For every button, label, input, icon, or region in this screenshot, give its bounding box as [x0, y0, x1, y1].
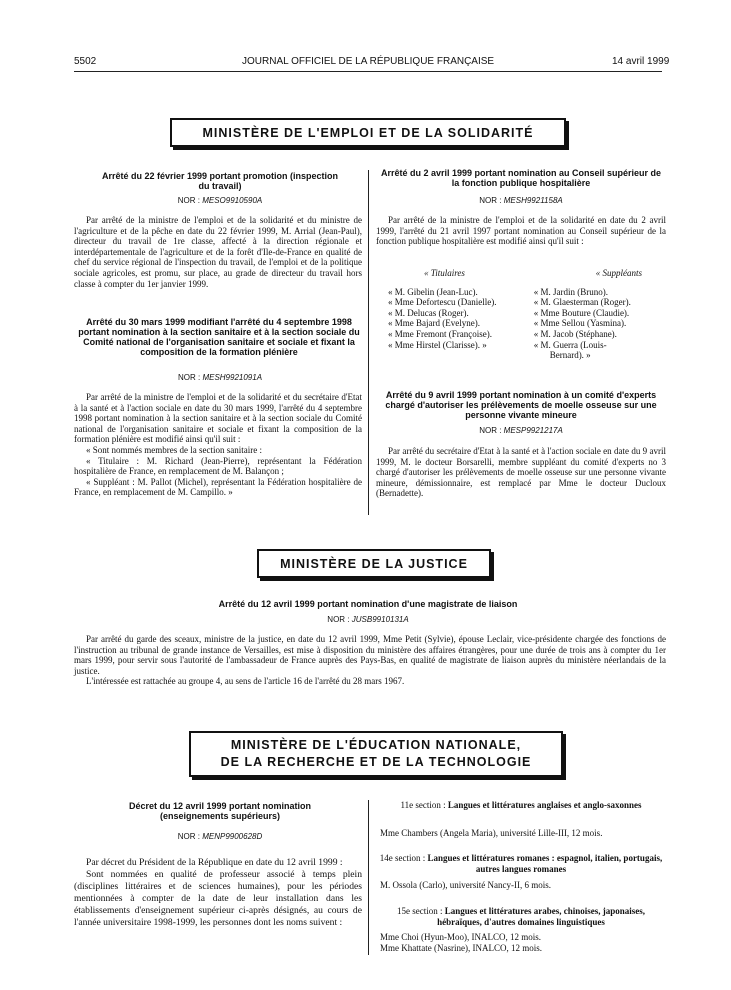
list-item: « Mme Defortescu (Danielle).	[388, 297, 497, 308]
arrete-2-avril-body	[376, 215, 666, 247]
section-11-number: 11e section :	[400, 800, 446, 810]
list-item: « Mme Bouture (Claudie).	[533, 307, 630, 318]
nor-label: NOR :	[177, 373, 201, 382]
arrete-9-avril-title: Arrêté du 9 avril 1999 portant nomination à un comité d'experts chargé d'autoriser les prélèvements de moelle osseuse sur une personne vivante mineure	[385, 390, 657, 420]
section-14-heading	[376, 853, 666, 874]
paragraph: L'intéressée est rattachée au groupe 4, au sens de l'article 16 de l'arrêté du 28 mars 1967.	[86, 676, 405, 687]
list-item: « M. Delucas (Roger).	[388, 307, 469, 318]
column-divider	[368, 800, 369, 955]
ministry-emploi-title: MINISTÈRE DE L'EMPLOI ET DE LA SOLIDARITÉ	[202, 125, 534, 140]
paragraph: « Sont nommés membres de la section sanitaire :	[86, 444, 262, 455]
section-14-number: 14e section :	[379, 853, 426, 863]
journal-title: JOURNAL OFFICIEL DE LA RÉPUBLIQUE FRANÇAISE	[242, 56, 495, 67]
ministry-justice-title: MINISTÈRE DE LA JUSTICE	[280, 556, 468, 571]
list-item: « Mme Bajard (Evelyne).	[388, 318, 480, 329]
decret-12-avril-body	[74, 857, 362, 929]
membres-lists	[376, 268, 666, 361]
paragraph: Par arrêté de la ministre de l'emploi et de la solidarité et du secrétaire d'Etat à la santé et à l'action sociale en date du 30 mars 1999, l'arrêté du 4 septembre 1998 portant nomination à la section sanitaire et à la section sociale du Comité national de l'organisation sanitaire et sociale et fixant la composition de la formation plénière est modifié ainsi qu'il suit :	[74, 392, 362, 445]
arrete-22-fevrier-title: Arrêté du 22 février 1999 portant promotion (inspection du travail)	[101, 171, 339, 191]
arrete-12-avril-title: Arrêté du 12 avril 1999 portant nomination d'une magistrate de liaison	[218, 599, 518, 609]
arrete-30-mars-nor	[100, 373, 340, 382]
arrete-9-avril-nor	[376, 426, 666, 435]
paragraph: Par arrêté du garde des sceaux, ministre de la justice, en date du 12 avril 1999, Mme Petit (Sylvie), épouse Leclair, vice-présidente chargée des fonctions de l'instruction au tribunal de grande instance de Versailles, est mise à disposition du ministère des affaires étrangères, pour une durée de trois ans à compter du 1er mars 1999, pour servir sous l'autorité de l'ambassadeur de France auprès des Pays-Bas, en qualité de magistrate de liaison auprès du ministère néerlandais de la justice.	[74, 634, 666, 676]
section-14-person: M. Ossola (Carlo), université Nancy-II, 6 mois.	[380, 880, 551, 890]
arrete-30-mars-title: Arrêté du 30 mars 1999 modifiant l'arrêté du 4 septembre 1998 portant nomination à la section sanitaire et à la section sociale du Comité national de l'organisation sanitaire et sociale et fixant la composition de la formation plénière	[78, 317, 360, 357]
nor-label: NOR :	[177, 832, 200, 841]
paragraph: « Suppléant : M. Pallot (Michel), représentant la Fédération hospitalière de France, en remplacement de M. Campillo. »	[74, 476, 362, 498]
arrete-30-mars-body	[74, 392, 362, 498]
section-15-name: Langues et littératures arabes, chinoises, japonaises, hébraïques, d'autres domaines linguistiques	[437, 906, 646, 927]
section-11-heading	[376, 800, 666, 811]
ministry-justice-box	[257, 549, 491, 578]
nor-code: MESO9910590A	[202, 196, 263, 205]
nor-label: NOR :	[177, 196, 200, 205]
page-number: 5502	[74, 56, 97, 67]
arrete-22-fevrier-nor	[100, 196, 340, 205]
column-divider	[368, 170, 369, 515]
nor-label: NOR :	[479, 426, 502, 435]
arrete-2-avril-title: Arrêté du 2 avril 1999 portant nomination au Conseil supérieur de la fonction publique hospitalière	[380, 168, 662, 188]
arrete-12-avril-nor	[74, 615, 662, 624]
arrete-9-avril-body	[376, 446, 666, 499]
nor-code: MESH9921091A	[202, 373, 263, 382]
section-15-number: 15e section :	[396, 906, 443, 916]
titulaires-heading: « Titulaires	[424, 268, 465, 278]
nor-code: JUSB9910131A	[351, 615, 409, 624]
ministry-education-box	[189, 731, 563, 777]
list-item: « M. Jardin (Bruno).	[533, 286, 608, 297]
suppleants-list	[534, 287, 666, 361]
list-item: « M. Glaesterman (Roger).	[533, 297, 631, 308]
list-item: Bernard). »	[549, 350, 591, 361]
section-11-person: Mme Chambers (Angela Maria), université Lille-III, 12 mois.	[380, 828, 603, 838]
section-11-name: Langues et littératures anglaises et anglo-saxonnes	[447, 800, 642, 810]
paragraph: Par arrêté du secrétaire d'Etat à la santé et à l'action sociale en date du 9 avril 1999, M. le docteur Borsarelli, membre suppléant du comité d'experts no 3 chargé d'autoriser les prélèvements de moelle osseuse sur une personne vivante mineure, démissionnaire, est remplacé par Mme le docteur Ducloux (Bernadette).	[376, 446, 666, 499]
ministry-education-line1: MINISTÈRE DE L'ÉDUCATION NATIONALE,	[230, 738, 522, 752]
nor-code: MENP9900628D	[202, 832, 263, 841]
paragraph: Par arrêté de la ministre de l'emploi et de la solidarité en date du 2 avril 1999, l'arrêté du 21 avril 1997 portant nomination au Conseil supérieur de la fonction publique hospitalière est modifié ainsi qu'il suit :	[376, 215, 666, 247]
ministry-emploi-box	[170, 118, 566, 147]
issue-date: 14 avril 1999	[612, 56, 670, 67]
paragraph: « Titulaire : M. Richard (Jean-Pierre), représentant la Fédération hospitalière de France, en remplacement de M. Balançon ;	[74, 455, 362, 477]
arrete-2-avril-nor	[376, 196, 666, 205]
decret-12-avril-title: Décret du 12 avril 1999 portant nomination (enseignements supérieurs)	[128, 801, 312, 821]
titulaires-list	[376, 287, 534, 361]
section-15-person-1: Mme Choi (Hyun-Moo), INALCO, 12 mois.	[380, 932, 541, 942]
paragraph: Par arrêté de la ministre de l'emploi et de la solidarité et du ministre de l'agriculture et de la pêche en date du 22 février 1999, M. Arrial (Jean-Paul), directeur du travail de 1re classe, affecté à la direction régionale et interdépartementale de l'agriculture et de la forêt d'Ile-de-France en qualité de chef du service régional de l'inspection du travail, de l'emploi et de la politique sociale agricoles, est promu, sur place, au grade de directeur du travail hors classe à compter du 1er janvier 1999.	[74, 215, 362, 289]
ministry-education-line2: DE LA RECHERCHE ET DE LA TECHNOLOGIE	[220, 755, 532, 769]
section-15-person-2: Mme Khattate (Nasrine), INALCO, 12 mois.	[380, 943, 542, 953]
list-item: « Mme Fremont (Françoise).	[388, 328, 492, 339]
nor-label: NOR :	[479, 196, 502, 205]
decret-12-avril-nor	[100, 832, 340, 841]
arrete-22-fevrier-body	[74, 215, 362, 289]
nor-code: MESH9921158A	[503, 196, 563, 205]
arrete-12-avril-body	[74, 634, 666, 687]
nor-label: NOR :	[327, 615, 350, 624]
header-rule	[74, 71, 662, 72]
list-item: « M. Gibelin (Jean-Luc).	[388, 286, 478, 297]
list-item: « Mme Sellou (Yasmina).	[533, 318, 627, 329]
suppleants-heading: « Suppléants	[595, 268, 642, 278]
section-14-name: Langues et littératures romanes : espagnol, italien, portugais, autres langues romanes	[427, 853, 663, 874]
list-item: « M. Guerra (Louis-	[533, 339, 607, 350]
section-15-heading	[376, 906, 666, 927]
paragraph: Sont nommées en qualité de professeur associé à temps plein (disciplines littéraires et de sciences humaines), pour les périodes mentionnées à compter de la date de leur installation dans les établissements d'enseignement supérieur ci-après désignés, au cours de l'année universitaire 1998-1999, les personnes dont les noms suivent :	[74, 869, 362, 928]
paragraph: Par décret du Président de la République en date du 12 avril 1999 :	[86, 857, 343, 868]
list-item: « M. Jacob (Stéphane).	[533, 328, 617, 339]
list-item: « Mme Hirstel (Clarisse). »	[388, 339, 487, 350]
nor-code: MESP9921217A	[503, 426, 563, 435]
